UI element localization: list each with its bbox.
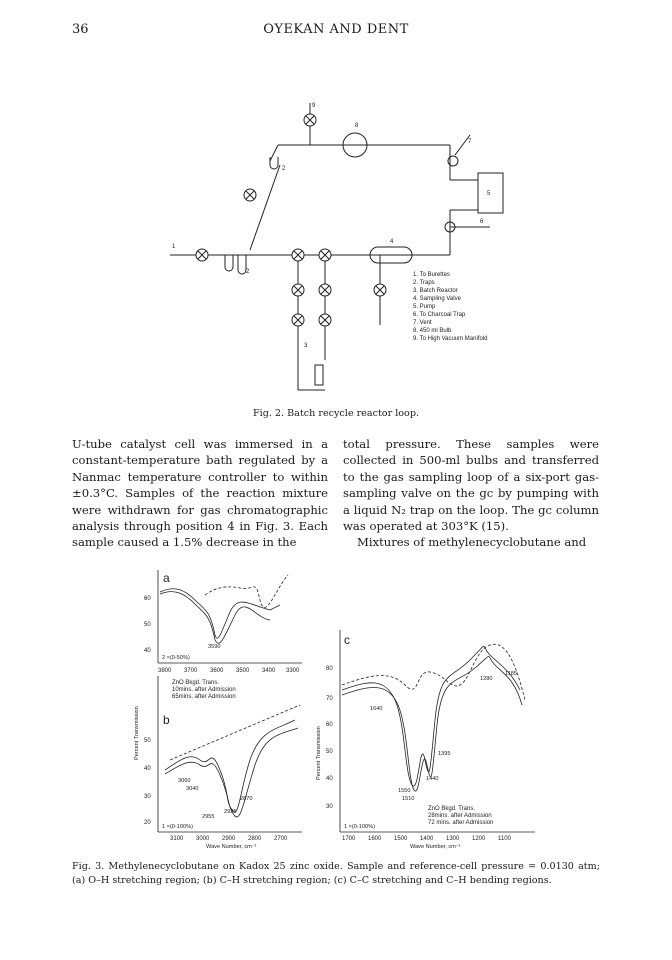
running-title: OYEKAN AND DENT [263, 22, 409, 37]
panel-b-ytick-50: 50 [144, 738, 151, 744]
panel-c-legend-2: 28mins. after Admission [428, 813, 492, 819]
panel-c-legend-1: ZnO Bkgd. Trans. [428, 806, 476, 812]
panel-b-xtick-2700: 2700 [274, 836, 288, 842]
panel-c-xtick-1300: 1300 [446, 836, 460, 842]
fig2-node-1: 1 [172, 244, 176, 250]
panel-c-ytick-70: 70 [326, 696, 333, 702]
fig2-valves [196, 114, 386, 326]
panel-c-xlabel: Wave Number, cm⁻¹ [410, 844, 461, 850]
panel-b-peak-2955: 2955 [202, 814, 215, 820]
panel-a-ytick-50: 50 [144, 622, 151, 628]
fig3-ylabel-right: Percent Transmission [316, 726, 322, 780]
left-column-text: U-tube catalyst cell was immersed in a constant-temperature bath regulated by a Nanmac temperature controller to within ±0.3°C. Samples of the reaction mixture were withdrawn for gas chromatographic analysis through position 4 in Fig. 3. Each sample caused a 1.5% decrease in the [72, 437, 328, 550]
fig2-legend-9: 9. To High Vacuum Manifold [413, 336, 488, 342]
panel-c-ytick-40: 40 [326, 776, 333, 782]
fig2-node-2b: 2 [246, 269, 250, 275]
panel-c-peak-1185: 1185 [505, 671, 518, 677]
panel-a-xtick-3700: 3700 [184, 668, 198, 674]
fig2-node-6: 6 [480, 219, 484, 225]
panel-c-xtick-1100: 1100 [498, 836, 511, 842]
panel-b-ytick-20: 20 [144, 820, 151, 826]
panel-c-label: c [344, 633, 350, 647]
panel-b-xtick-2800: 2800 [248, 836, 262, 842]
panel-a-xtick-3400: 3400 [262, 668, 276, 674]
panel-b-legend-1: ZnO Bkgd. Trans. [172, 680, 220, 686]
fig3-panel-c [316, 630, 535, 850]
panel-b-scale: 1 ×(0-100%) [162, 824, 193, 830]
fig2-node-7: 7 [468, 139, 472, 145]
panel-c-ytick-80: 80 [326, 666, 333, 672]
right-column [343, 436, 599, 551]
panel-b-peak-3060: 3060 [178, 778, 191, 784]
panel-a-ytick-40: 40 [144, 648, 151, 654]
panel-b-peak-2870: 2870 [240, 796, 253, 802]
panel-c-peak-1550: 1550 [398, 788, 411, 794]
right-column-text-2: Mixtures of methylenecyclobutane and [357, 535, 587, 550]
panel-b-xlabel: Wave Number, cm⁻¹ [206, 844, 257, 850]
panel-c-ytick-50: 50 [326, 749, 333, 755]
fig2-legend-5: 5. Pump [413, 304, 436, 310]
panel-b-legend-2: 10mins. after Admission [172, 687, 236, 693]
fig2-legend-6: 6. To Charcoal Trap [413, 312, 466, 318]
panel-a-xtick-3500: 3500 [236, 668, 250, 674]
panel-b-ytick-30: 30 [144, 794, 151, 800]
fig2-legend-2: 2. Traps [413, 280, 435, 286]
panel-a-xtick-3800: 3800 [158, 668, 172, 674]
panel-c-peak-1280: 1280 [480, 676, 493, 682]
panel-b-peak-2925: 2925 [224, 809, 237, 815]
fig2-legend-1: 1. To Burettes [413, 272, 450, 278]
panel-a-scale: 2 ×(0-50%) [162, 655, 190, 661]
panel-a-xtick-3300: 3300 [286, 668, 300, 674]
panel-a-ytick-60: 60 [144, 596, 151, 602]
fig2-legend-8: 8. 450 ml Bulb [413, 328, 452, 334]
fig2-diagram [150, 95, 530, 405]
page-number: 36 [72, 22, 89, 37]
fig2-legend [413, 272, 487, 342]
fig3-panel-b [134, 676, 302, 850]
left-column [72, 436, 328, 551]
panel-a-label: a [163, 571, 170, 585]
fig3-spectra [130, 560, 550, 850]
panel-c-peak-1440: 1440 [426, 776, 439, 782]
panel-c-xtick-1600: 1600 [368, 836, 382, 842]
panel-b-ytick-40: 40 [144, 766, 151, 772]
fig2-legend-4: 4. Sampling Valve [413, 296, 461, 302]
panel-b-xtick-3000: 3000 [196, 836, 210, 842]
fig2-node-3: 3 [304, 343, 308, 349]
fig2-node-8: 8 [355, 123, 359, 129]
right-column-text-1: total pressure. These samples were collected in 500-ml bulbs and transferred to the gas sampling loop of a six-port gas-sampling valve on the gc by pumping with a liquid N₂ trap on the loop. The gc column was operated at 303°K (15). [343, 437, 599, 534]
panel-c-peak-1510: 1510 [402, 796, 415, 802]
panel-c-xtick-1500: 1500 [394, 836, 408, 842]
panel-b-xtick-2900: 2900 [222, 836, 236, 842]
fig2-node-9: 9 [312, 103, 316, 109]
panel-c-xtick-1400: 1400 [420, 836, 434, 842]
fig3-ylabel-left: Percent Transmission [134, 706, 140, 760]
panel-a-xtick-3600: 3600 [210, 668, 224, 674]
fig2-node-5: 5 [487, 191, 491, 197]
panel-c-ytick-30: 30 [326, 804, 333, 810]
panel-c-peak-1640: 1640 [370, 706, 383, 712]
panel-b-xtick-3100: 3100 [170, 836, 184, 842]
panel-c-ytick-60: 60 [326, 722, 333, 728]
panel-c-legend-3: 72 mins. after Admission [428, 820, 494, 826]
fig2-caption: Fig. 2. Batch recycle reactor loop. [252, 408, 420, 419]
fig2-lines [170, 103, 503, 390]
fig2-node-2a: 2 [282, 166, 286, 172]
panel-a-peak: 3590 [208, 644, 221, 650]
panel-c-xtick-1200: 1200 [472, 836, 486, 842]
panel-c-peak-1395: 1395 [438, 751, 451, 757]
fig2-legend-3: 3. Batch Reactor [413, 288, 458, 294]
panel-b-legend-3: 65mins. after Admission [172, 694, 236, 700]
panel-b-label: b [163, 713, 170, 727]
fig3-panel-a [144, 570, 302, 674]
panel-c-xtick-1700: 1700 [342, 836, 356, 842]
panel-b-peak-3040: 3040 [186, 786, 199, 792]
fig2-legend-7: 7. Vent [413, 320, 432, 326]
fig3-caption: Fig. 3. Methylenecyclobutane on Kadox 25 zinc oxide. Sample and reference-cell pressure = 0.0130 atm; (a) O–H stretching region; (b) C–H stretching region; (c) C–C stretching and C–H bending regions. [72, 861, 600, 886]
panel-c-scale: 1 ×(0-100%) [344, 824, 375, 830]
fig2-node-4: 4 [390, 239, 394, 245]
